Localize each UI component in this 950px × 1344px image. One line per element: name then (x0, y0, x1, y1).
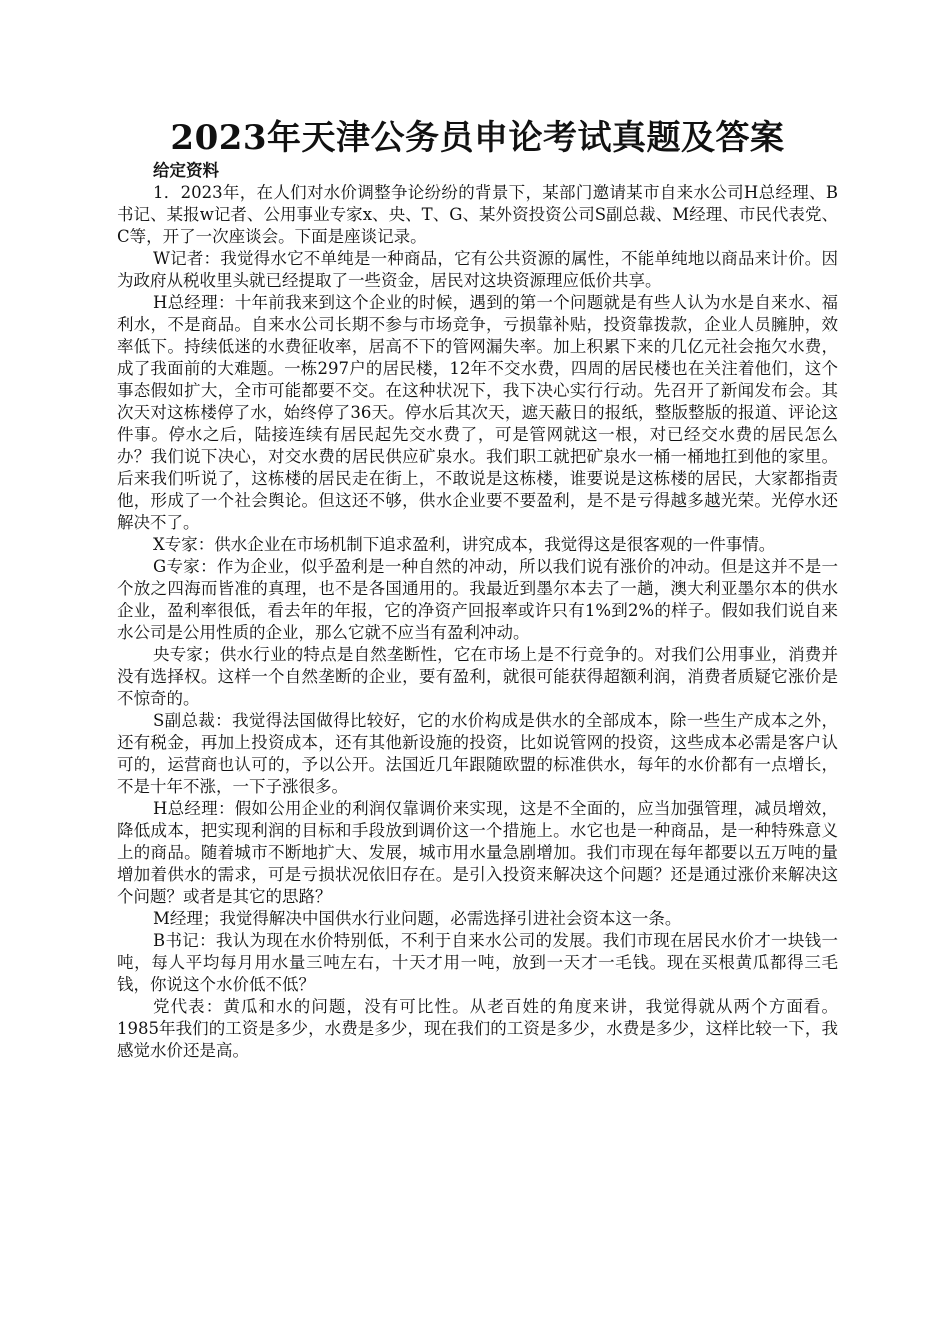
paragraph-g-expert: G专家：作为企业，似乎盈利是一种自然的冲动，所以我们说有涨价的冲动。但是这并不是一个放之四海而皆准的真理，也不是各国通用的。我最近到墨尔本去了一趟，澳大利亚墨尔本的供水企业，盈利率很低，看去年的年报，它的净资产回报率或许只有1%到2%的样子。假如我们说自来水公司是公用性质的企业，那么它就不应当有盈利冲动。 (117, 557, 838, 642)
paragraph-yang-expert: 央专家；供水行业的特点是自然垄断性，它在市场上是不行竞争的。对我们公用事业，消费并没有选择权。这样一个自然垄断的企业，要有盈利，就很可能获得超额利润，消费者质疑它涨价是不惊奇的。 (117, 645, 838, 708)
paragraph-h-manager-1: H总经理：十年前我来到这个企业的时候，遇到的第一个问题就是有些人认为水是自来水、福利水，不是商品。自来水公司长期不参与市场竞争，亏损靠补贴，投资靠拨款，企业人员臃肿，效率低下。持续低迷的水费征收率，居高不下的管网漏失率。加上积累下来的几亿元社会拖欠水费，成了我面前的大难题。一栋297户的居民楼，12年不交水费，四周的居民楼也在关注着他们，这个事态假如扩大，全市可能都要不交。在这种状况下，我下决心实行行动。先召开了新闻发布会。其次天对这栋楼停了水，始终停了36天。停水后其次天，遮天蔽日的报纸，整版整版的报道、评论这件事。停水之后，陆接连续有居民起先交水费了，可是管网就这一根，对已经交水费的居民怎么办？我们说下决心，对交水费的居民供应矿泉水。我们职工就把矿泉水一桶一桶地扛到他的家里。后来我们听说了，这栋楼的居民走在街上，不敢说是这栋楼，谁要说是这栋楼的居民，大家都指责他，形成了一个社会舆论。但这还不够，供水企业要不要盈利，是不是亏得越多越光荣。光停水还解决不了。 (117, 293, 838, 532)
paragraph-b-secretary: B书记：我认为现在水价特别低，不利于自来水公司的发展。我们市现在居民水价才一块钱一吨，每人平均每月用水量三吨左右，十天才用一吨，放到一天才一毛钱。现在买根黄瓜都得三毛钱，你说这个水价低不低？ (117, 931, 838, 994)
paragraph-s-vice-president: S副总裁：我觉得法国做得比较好，它的水价构成是供水的全部成本，除一些生产成本之外，还有税金，再加上投资成本，还有其他新设施的投资，比如说管网的投资，这些成本必需是客户认可的，运营商也认可的，予以公开。法国近几年跟随欧盟的标准供水，每年的水价都有一点增长，不是十年不涨，一下子涨很多。 (117, 711, 838, 796)
document-title: 2023年天津公务员申论考试真题及答案 (170, 118, 785, 158)
paragraph-x-expert: X专家：供水企业在市场机制下追求盈利，讲究成本，我觉得这是很客观的一件事情。 (153, 535, 776, 554)
section-heading: 给定资料 (153, 161, 219, 180)
paragraph-m-manager: M经理；我觉得解决中国供水行业问题，必需选择引进社会资本这一条。 (153, 909, 682, 928)
paragraph-dang-representative: 党代表：黄瓜和水的问题，没有可比性。从老百姓的角度来讲，我觉得就从两个方面看。1985年我们的工资是多少，水费是多少，现在我们的工资是多少，水费是多少，这样比较一下，我感觉水价还是高。 (117, 997, 838, 1060)
paragraph-intro: 1．2023年，在人们对水价调整争论纷纷的背景下，某部门邀请某市自来水公司H总经理、B书记、某报w记者、公用事业专家x、央、T、G、某外资投资公司S副总裁、M经理、市民代表党、C等，开了一次座谈会。下面是座谈记录。 (117, 183, 838, 246)
paragraph-h-manager-2: H总经理：假如公用企业的利润仅靠调价来实现，这是不全面的，应当加强管理，减员增效，降低成本，把实现利润的目标和手段放到调价这一个措施上。水它也是一种商品，是一种特殊意义上的商品。随着城市不断地扩大、发展，城市用水量急剧增加。我们市现在每年都要以五万吨的量增加着供水的需求，可是亏损状况依旧存在。是引入投资来解决这个问题？还是通过涨价来解决这个问题？或者是其它的思路？ (117, 799, 838, 906)
paragraph-w-reporter: W记者：我觉得水它不单纯是一种商品，它有公共资源的属性，不能单纯地以商品来计价。因为政府从税收里头就已经提取了一些资金，居民对这块资源理应低价共享。 (117, 249, 838, 290)
